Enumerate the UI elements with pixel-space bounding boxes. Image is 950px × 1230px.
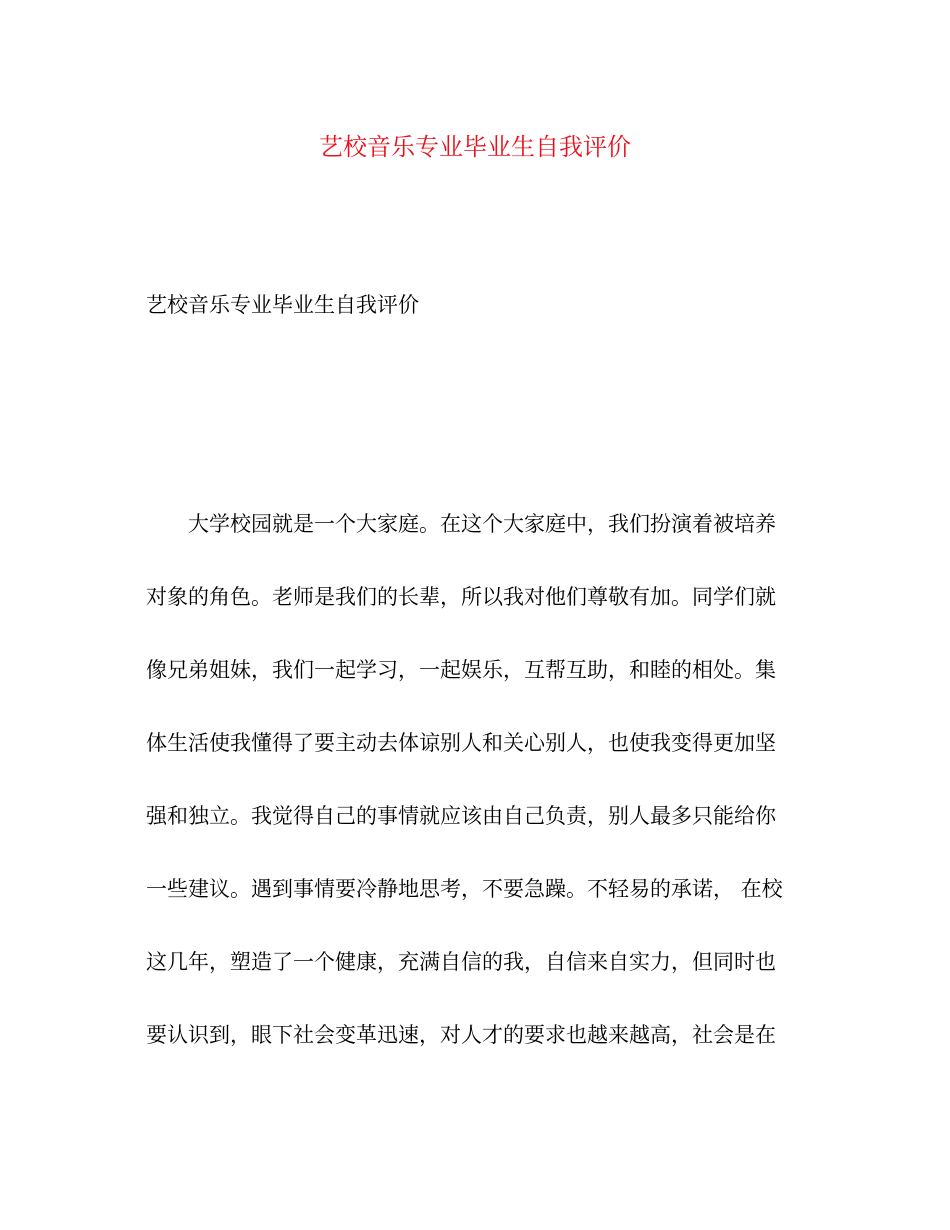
body-line: 强和独立。我觉得自己的事情就应该由自己负责，别人最多只能给你: [146, 804, 776, 828]
body-line: 体生活使我懂得了要主动去体谅别人和关心别人，也使我变得更加坚: [146, 731, 776, 755]
body-line: 一些建议。遇到事情要冷静地思考，不要急躁。不轻易的承诺， 在校: [146, 877, 783, 901]
body-line: 大学校园就是一个大家庭。在这个大家庭中，我们扮演着被培养: [188, 512, 776, 536]
document-title: 艺校音乐专业毕业生自我评价: [319, 133, 631, 161]
body-line: 对象的角色。老师是我们的长辈，所以我对他们尊敬有加。同学们就: [146, 585, 776, 609]
body-line: 要认识到，眼下社会变革迅速，对人才的要求也越来越高，社会是在: [146, 1023, 776, 1047]
document-body: [146, 506, 804, 1090]
document-subtitle: 艺校音乐专业毕业生自我评价: [146, 293, 419, 317]
body-line: 这几年，塑造了一个健康，充满自信的我，自信来自实力，但同时也: [146, 950, 776, 974]
body-line: 像兄弟姐妹，我们一起学习，一起娱乐，互帮互助，和睦的相处。集: [146, 658, 776, 682]
